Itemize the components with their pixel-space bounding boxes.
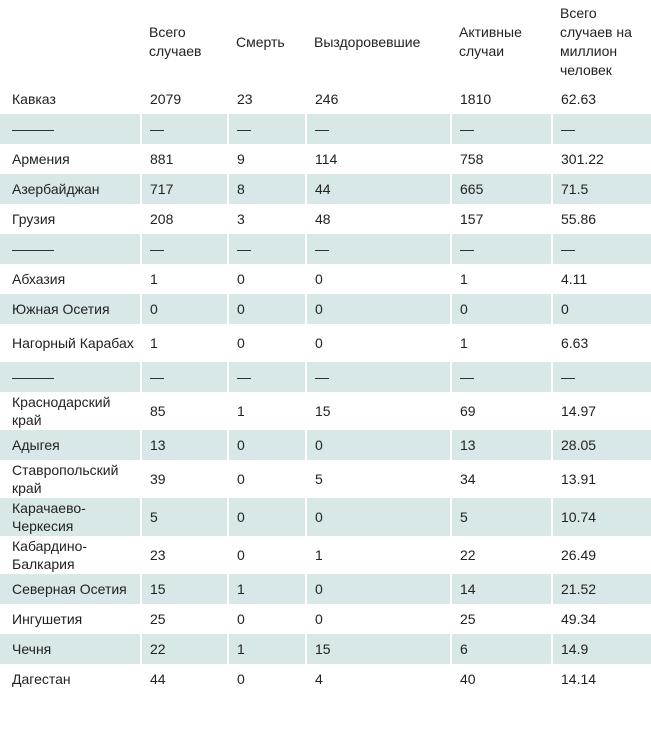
active-cases-cell: 0 bbox=[451, 294, 552, 324]
recovered-cell: 0 bbox=[306, 264, 451, 294]
recovered-cell: 15 bbox=[306, 392, 451, 430]
cases-per-million-cell: 28.05 bbox=[552, 430, 651, 460]
table-row bbox=[0, 498, 651, 536]
recovered-cell: 4 bbox=[306, 664, 451, 694]
deaths-cell: 0 bbox=[228, 264, 306, 294]
total-cases-cell: 13 bbox=[141, 430, 228, 460]
deaths-cell: 0 bbox=[228, 294, 306, 324]
deaths-cell: 0 bbox=[228, 460, 306, 498]
cases-per-million-cell: 4.11 bbox=[552, 264, 651, 294]
deaths-cell: 23 bbox=[228, 84, 306, 114]
deaths-cell: 0 bbox=[228, 664, 306, 694]
active-cases-cell: 13 bbox=[451, 430, 552, 460]
recovered-cell: 44 bbox=[306, 174, 451, 204]
cases-per-million-cell: 14.9 bbox=[552, 634, 651, 664]
total-cases-cell: 717 bbox=[141, 174, 228, 204]
deaths-cell: 1 bbox=[228, 392, 306, 430]
active-cases-cell: — bbox=[451, 362, 552, 392]
cases-per-million-cell: 71.5 bbox=[552, 174, 651, 204]
cases-per-million-cell: 55.86 bbox=[552, 204, 651, 234]
total-cases-cell: 208 bbox=[141, 204, 228, 234]
active-cases-cell: 665 bbox=[451, 174, 552, 204]
deaths-cell: 0 bbox=[228, 498, 306, 536]
table-body bbox=[0, 84, 651, 694]
table-row bbox=[0, 392, 651, 430]
region-cell: Северная Осетия bbox=[0, 574, 141, 604]
total-cases-cell: — bbox=[141, 234, 228, 264]
deaths-cell: — bbox=[228, 362, 306, 392]
active-cases-cell: 14 bbox=[451, 574, 552, 604]
region-cell: Кавказ bbox=[12, 91, 56, 107]
recovered-cell: 0 bbox=[306, 294, 451, 324]
total-cases-cell: 1 bbox=[141, 324, 228, 362]
table-row bbox=[0, 460, 651, 498]
active-cases-cell: 6 bbox=[451, 634, 552, 664]
deaths-cell: 9 bbox=[228, 144, 306, 174]
active-cases-cell: — bbox=[451, 234, 552, 264]
table-row bbox=[0, 294, 651, 324]
recovered-cell: 0 bbox=[306, 498, 451, 536]
region-cell: ——— bbox=[0, 114, 141, 144]
deaths-cell: 0 bbox=[228, 604, 306, 634]
deaths-cell: — bbox=[228, 114, 306, 144]
table-row bbox=[0, 430, 651, 460]
region-cell: Грузия bbox=[12, 211, 56, 227]
header-active-cases: Активные случаи bbox=[459, 24, 522, 59]
table-row bbox=[0, 536, 651, 574]
active-cases-cell: 5 bbox=[451, 498, 552, 536]
total-cases-cell: 1 bbox=[141, 264, 228, 294]
recovered-cell: 114 bbox=[306, 144, 451, 174]
total-cases-cell: 22 bbox=[141, 634, 228, 664]
region-cell: Чечня bbox=[0, 634, 141, 664]
deaths-cell: 0 bbox=[228, 430, 306, 460]
region-cell: Нагорный Карабах bbox=[12, 335, 134, 351]
recovered-cell: 15 bbox=[306, 634, 451, 664]
region-cell: Краснодарский край bbox=[12, 394, 111, 428]
active-cases-cell: 25 bbox=[451, 604, 552, 634]
table-row bbox=[0, 574, 651, 604]
table-row bbox=[0, 204, 651, 234]
table-row bbox=[0, 84, 651, 114]
region-cell: Азербайджан bbox=[0, 174, 141, 204]
cases-per-million-cell: 14.14 bbox=[552, 664, 651, 694]
header-recovered: Выздоровевшие bbox=[314, 33, 421, 50]
active-cases-cell: 34 bbox=[451, 460, 552, 498]
recovered-cell: 5 bbox=[306, 460, 451, 498]
region-cell: Ингушетия bbox=[12, 611, 83, 627]
active-cases-cell: 1 bbox=[451, 324, 552, 362]
recovered-cell: 0 bbox=[306, 604, 451, 634]
active-cases-cell: — bbox=[451, 114, 552, 144]
cases-per-million-cell: 62.63 bbox=[552, 84, 651, 114]
table-row bbox=[0, 324, 651, 362]
total-cases-cell: 15 bbox=[141, 574, 228, 604]
cases-per-million-cell: — bbox=[552, 234, 651, 264]
deaths-cell: 1 bbox=[228, 634, 306, 664]
deaths-cell: 0 bbox=[228, 536, 306, 574]
region-cell: Южная Осетия bbox=[0, 294, 141, 324]
cases-per-million-cell: — bbox=[552, 114, 651, 144]
region-cell: ——— bbox=[0, 234, 141, 264]
recovered-cell: — bbox=[306, 234, 451, 264]
header-region bbox=[0, 0, 141, 84]
recovered-cell: — bbox=[306, 362, 451, 392]
total-cases-cell: 2079 bbox=[141, 84, 228, 114]
total-cases-cell: 881 bbox=[141, 144, 228, 174]
cases-per-million-cell: 10.74 bbox=[552, 498, 651, 536]
region-cell: Абхазия bbox=[12, 271, 66, 287]
cases-per-million-cell: 26.49 bbox=[552, 536, 651, 574]
deaths-cell: 1 bbox=[228, 574, 306, 604]
header-cases-per-million: Всего случаев на миллион человек bbox=[560, 5, 632, 78]
header-deaths: Смерть bbox=[236, 33, 285, 50]
total-cases-cell: 44 bbox=[141, 664, 228, 694]
table-row bbox=[0, 634, 651, 664]
cases-per-million-cell: 49.34 bbox=[552, 604, 651, 634]
table-row bbox=[0, 604, 651, 634]
recovered-cell: 1 bbox=[306, 536, 451, 574]
total-cases-cell: 5 bbox=[141, 498, 228, 536]
active-cases-cell: 157 bbox=[451, 204, 552, 234]
table-row bbox=[0, 114, 651, 144]
region-cell: Ставропольский край bbox=[12, 462, 119, 496]
region-cell: Кабардино-Балкария bbox=[12, 538, 88, 572]
cases-per-million-cell: 14.97 bbox=[552, 392, 651, 430]
deaths-cell: — bbox=[228, 234, 306, 264]
recovered-cell: 0 bbox=[306, 324, 451, 362]
recovered-cell: 246 bbox=[306, 84, 451, 114]
total-cases-cell: 85 bbox=[141, 392, 228, 430]
cases-per-million-cell: 6.63 bbox=[552, 324, 651, 362]
region-cell: Карачаево-Черкесия bbox=[0, 498, 141, 536]
table-row bbox=[0, 234, 651, 264]
deaths-cell: 0 bbox=[228, 324, 306, 362]
total-cases-cell: — bbox=[141, 114, 228, 144]
active-cases-cell: 69 bbox=[451, 392, 552, 430]
total-cases-cell: — bbox=[141, 362, 228, 392]
active-cases-cell: 40 bbox=[451, 664, 552, 694]
total-cases-cell: 25 bbox=[141, 604, 228, 634]
recovered-cell: 0 bbox=[306, 430, 451, 460]
region-cell: Адыгея bbox=[0, 430, 141, 460]
deaths-cell: 8 bbox=[228, 174, 306, 204]
region-cell: Дагестан bbox=[12, 671, 71, 687]
table-row bbox=[0, 174, 651, 204]
table-row bbox=[0, 362, 651, 392]
active-cases-cell: 1810 bbox=[451, 84, 552, 114]
active-cases-cell: 22 bbox=[451, 536, 552, 574]
cases-per-million-cell: 13.91 bbox=[552, 460, 651, 498]
table-row bbox=[0, 264, 651, 294]
table-row bbox=[0, 144, 651, 174]
header-row bbox=[0, 0, 651, 84]
header-total-cases: Всего случаев bbox=[149, 24, 202, 59]
recovered-cell: — bbox=[306, 114, 451, 144]
active-cases-cell: 1 bbox=[451, 264, 552, 294]
table-row bbox=[0, 664, 651, 694]
recovered-cell: 48 bbox=[306, 204, 451, 234]
total-cases-cell: 23 bbox=[141, 536, 228, 574]
cases-per-million-cell: — bbox=[552, 362, 651, 392]
cases-per-million-cell: 301.22 bbox=[552, 144, 651, 174]
active-cases-cell: 758 bbox=[451, 144, 552, 174]
region-cell: ——— bbox=[0, 362, 141, 392]
total-cases-cell: 39 bbox=[141, 460, 228, 498]
cases-per-million-cell: 0 bbox=[552, 294, 651, 324]
total-cases-cell: 0 bbox=[141, 294, 228, 324]
deaths-cell: 3 bbox=[228, 204, 306, 234]
cases-per-million-cell: 21.52 bbox=[552, 574, 651, 604]
recovered-cell: 0 bbox=[306, 574, 451, 604]
region-cell: Армения bbox=[12, 151, 70, 167]
